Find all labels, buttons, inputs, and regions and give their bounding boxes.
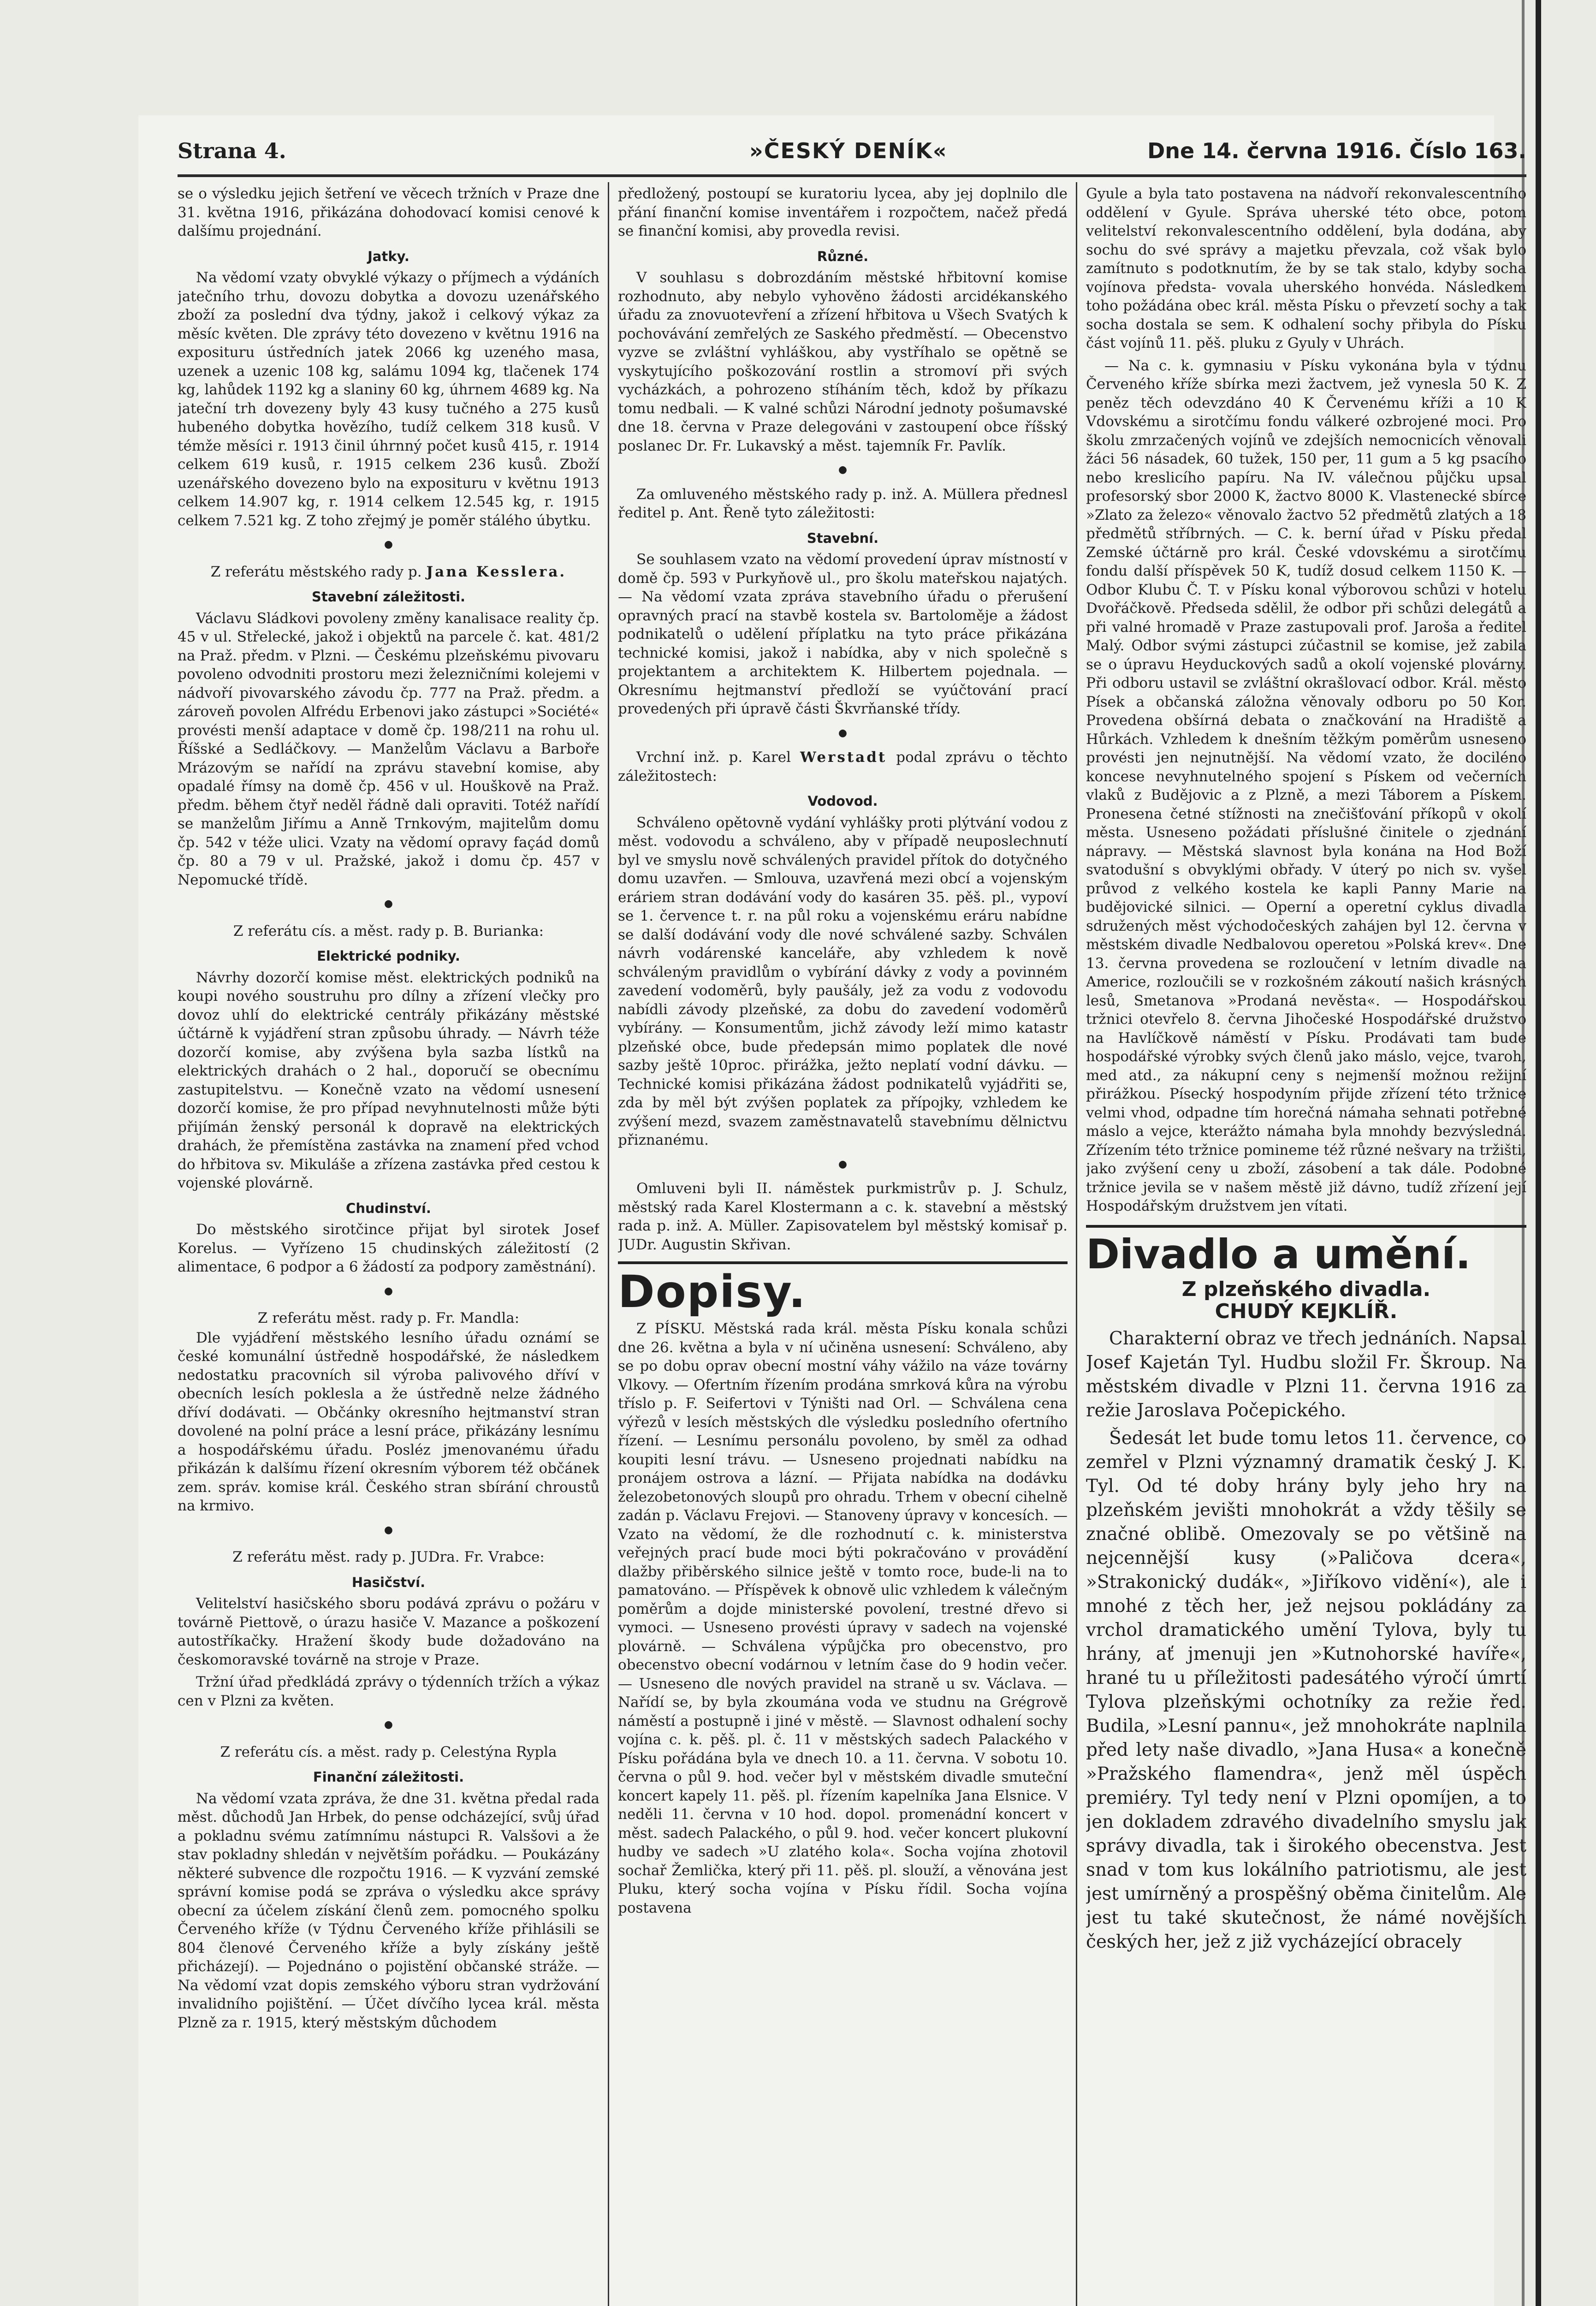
paragraph: Na vědomí vzata zpráva, že dne 31. května předal rada měst. důchodů Jan Hrbek, do pense odcházející, svůj úřad a pokladnu svému zatímnímu nástupci R. Valsšovi a že stav pokladny shledán v největším pořádku. — Poukázány některé subvence dle rozpočtu 1916. — K vyzvání zemské správní komise podá se zpráva o výsledku akce správy obecní za účelem získání členů zem. pomocného spolku Červeného kříže (v Týdnu Červeného kříže přihlásili se 804 členové Červeného kříže a byly získány ještě přicházejí). — Pojednáno o pojistění občanské stráže. — Na vědomí vzat dopis zemského výboru stran vydržování invalidního pojištění. — Účet dívčího lycea král. města Plzně za r. 1915, který městským důchodem [178, 1790, 599, 2031]
separator-dot: ● [384, 1285, 393, 1297]
review-text [1086, 1327, 1526, 1954]
paragraph: Václavu Sládkovi povoleny změny kanalisace reality čp. 45 v ul. Střelecké, jakož i objektů na parcele č. kat. 481/2 na Praž. předm. v Plzni. — Českému plzeňskému pivovaru povoleno odvodniti prostoru mezi železničními kolejemi v nádvoří pivovarského závodu čp. 777 na Praž. předm. a zároveň povolen Alfrédu Erbenovi jako zástupci »Société« provésti menší adaptace v domě čp. 198/211 na rohu ul. Říšské a Sedláčkovy. — Manželům Václavu a Barboře Mrázovým se nařídí na zprávu stavební komise, aby opadalé římsy na domě čp. 456 v ul. Houškově na Praž. předm. během čtyř neděl řádně dali opraviti. Totéž nařídí se manželům Jiřímu a Anně Trnkovým, majitelům domu čp. 542 v téže ulici. Vzaty na vědomí opravy façád domů čp. 80 a 79 v ul. Pražské, jakož i domu čp. 457 v Nepomucké třídě. [178, 610, 599, 888]
page-number: Strana 4. [178, 138, 286, 163]
referat-prefix: Z referátu městského rady p. [210, 563, 422, 580]
paragraph: předložený, postoupí se kuratoriu lycea, aby jej doplnilo dle přání finanční komise inventářem i rozpočtem, načež předá se finanční komisi, aby provedla revisi. [618, 185, 1068, 239]
referat-name: Werstadt [800, 749, 887, 766]
separator-dot: ● [838, 727, 848, 739]
column-3 [1086, 184, 1526, 1958]
section-subtitle: Z plzeňského divadla. [1181, 1277, 1431, 1301]
paragraph: Charakterní obraz ve třech jednáních. Napsal Josef Kajetán Tyl. Hudbu složil Fr. Škroup. Na městském divadle v Plzni 11. června 1916 za režie Jaroslava Počepického. [1086, 1328, 1526, 1421]
referat-prefix: Vrchní inž. p. Karel [636, 749, 791, 766]
paragraph: Návrhy dozorčí komise měst. elektrických podniků na koupi nového soustruhu pro dílny a zřízení vlečky pro dovoz uhlí do elektrické centrály přikázány městské účtárně k vyjádření stran způsobu úhrady. — Návrh téže dozorčí komise, aby zvýšena byla sazba lístků na elektrických drahách o 2 hal., doporučí se obecnímu zastupitelstvu. — Konečně vzato na vědomí usnesení dozorčí komise, že pro případ nevyhnutelnosti může býti přijímán ženský personál k dopravě na elektrických drahách, že přemístěna zastávka na znamení před vchod do hřbitova sv. Mikuláše a zřízena zastávka před cestou k vojenské plovárně. [178, 969, 599, 1191]
referat-line [178, 563, 599, 582]
page-header [178, 138, 1526, 171]
play-title: CHUDÝ KEJKLÍŘ. [1215, 1300, 1398, 1323]
section-heading: Jatky. [368, 248, 409, 264]
paragraph: Za omluveného městského rady p. inž. A. Müllera přednesl ředitel p. Ant. Řeně tyto záležitosti: [618, 486, 1068, 521]
page-edge [1536, 0, 1541, 2306]
paragraph: Velitelství hasičského sboru podává zprávu o požáru v továrně Piettově, o úrazu hasiče V. Mazance a poškození autostříkačky. Hražení škody bude dožadováno na českomoravské továrně na stroje v Praze. [178, 1595, 599, 1668]
paragraph: Se souhlasem vzato na vědomí provedení úprav místností v domě čp. 593 v Purkyňově ul., pro školu mateřskou najatých. — Na vědomí vzata zpráva stavebního úřadu o přerušení opravných prací na stavbě kostela sv. Bartoloměje a žádost podnikatelů o udělení příplatku na tyto práce přikázána technické komisi, jakož i nabídka, aby v nich společně s projektantem a architektem K. Hilbertem pojednala. — Okresnímu hejtmanství předloží se vyúčtování prací provedených při úpravě části Škvrňanské třídy. [618, 551, 1068, 717]
separator-dot: ● [384, 539, 393, 550]
referat-line: Z referátu měst. rady p. Fr. Mandla: [257, 1310, 520, 1326]
paragraph: Do městského sirotčince přijat byl sirotek Josef Korelus. — Vyřízeno 15 chudinských záležitostí (2 alimentace, 6 podpor a 6 žádostí za podpory zaměstnání). [178, 1221, 599, 1275]
paragraph: se o výsledku jejich šetření ve věcech tržních v Praze dne 31. května 1916, přikázána dohodovací komisi cenové k dalšímu projednání. [178, 185, 599, 239]
separator-dot: ● [838, 464, 848, 475]
paragraph: Gyule a byla tato postavena na nádvoří rekonvalescentního oddělení v Gyule. Správa uherské této obce, potom velitelství rekonvalescentního oddělení, byla dodána, aby sochu do své správy a majetku převzala, což však bylo zamítnuto s podotknutím, že by se tak stalo, kdyby socha vojínova předsta- vovala uherského honvéda. Následkem toho požádána obec král. města Písku o převzetí sochy a tak socha dostala se sem. K odhalení sochy přibyla do Písku část vojínů 11. pěš. pluku z Gyuly v Uhrách. [1086, 185, 1526, 351]
section-heading: Chudinství. [346, 1200, 431, 1216]
paragraph: Na vědomí vzaty obvyklé výkazy o příjmech a výdáních jatečního trhu, dovozu dobytka a dovozu uzenářského zboží za poslední dva týdny, jakož i celkový výkaz za měsíc květen. Dle zprávy této dovezeno v květnu 1916 na exposituru ústředních jatek 2066 kg uzeného masa, uzenek a uzenic 108 kg, salámu 1094 kg, tlačenek 174 kg, lahůdek 1192 kg a slaniny 60 kg, úhrnem 4689 kg. Na jateční trh dovezeny byly 43 kusy tučného a 275 kusů hubeného dobytka hovězího, tudíž celkem 318 kusů. V témže měsíci r. 1913 činil úhrnný počet kusů 415, r. 1914 celkem 619 kusů, r. 1915 celkem 236 kusů. Zboží uzenářského dovezeno bylo na exposituru v květnu 1913 celkem 14.907 kg, r. 1914 celkem 12.545 kg, r. 1915 celkem 7.521 kg. Z toho zřejmý je poměr stálého úbytku. [178, 269, 599, 529]
column-divider [1076, 182, 1077, 2306]
referat-line: Z referátu měst. rady p. JUDra. Fr. Vrabce: [232, 1549, 545, 1565]
separator-dot: ● [838, 1158, 848, 1170]
section-heading: Finanční záležitosti. [313, 1769, 464, 1785]
referat-line [618, 748, 1068, 785]
section-rule [618, 1261, 1068, 1264]
referat-suffix: podal zprávu o těchto záležitostech: [618, 749, 1068, 785]
section-rule [1086, 1225, 1526, 1228]
section-heading: Vodovod. [807, 793, 878, 809]
paragraph: Z PÍSKU. Městská rada král. města Písku konala schůzi dne 26. května a byla v ní učiněna usnesení: Schváleno, aby se po dobu oprav obecní mostní váhy vážilo na váze továrny Vlkovy. — Ofertním řízením prodána smrková kůra na výrobu tříslo p. F. Seifertovi v Týništi nad Orl. — Schválena cena výřezů v lesích městských dle výsledku posledního ofertního řízení. — Lesnímu personálu povoleno, by směl za odhad koupiti lesní trávu. — Usneseno projednati nabídku na pronájem ostrova a lázní. — Přijata nabídka na dodávku železobetonových sloupů pro ohradu. Trhem v obecní cihelně zadán p. Václavu Frejovi. — Stanoveny úpravy v koncesích. — Vzato na vědomí, že dle rozhodnutí c. k. ministerstva veřejných prací bude moci býti pokračováno v provádění dlažby přiběrského silnice ještě v tomto roce, bude-li na to pamatováno. — Příspěvek k obnově ulic vzhledem k válečným poměrům a dojde ministerské povolení, trestné dřevo si vymoci. — Usneseno provésti úpravy v sadech na vojenské plovárně. — Schválena výpůjčka pro obecenstvo, pro obecenstvo obecní vodárnou v letním čase do 9 hodin večer. — Usneseno dle nových pravidel na straně u sv. Václava. — Nařídí se, by byla zkoumána voda ve studnu na Grégrově náměstí a postupně i jiné v městě. — Slavnost odhalení sochy vojína c. k. pěš. pl. č. 11 v městských sadech Palackého v Písku pořádána byla ve dnech 10. a 11. června. V sobotu 10. června o půl 9. hod. večer byl v městském divadle smuteční koncert kapely 11. pěš. pl. řízením kapelníka Jana Elsnice. V neděli 11. června v 10 hod. dopol. promenádní koncert v měst. sadech Palackého, o půl 9. hod. večer koncert plukovní hudby ve sadech »U zlatého kola«. Socha vojína zhotovil sochař Žemlička, který při 11. pěš. pl. slouží, a věnována jest Pluku, který socha vojína v Písku řídil. Socha vojína postavena [618, 1320, 1068, 1916]
column-2 [618, 184, 1068, 1921]
section-heading: Elektrické podniky. [317, 948, 460, 964]
section-heading: Stavební záležitosti. [311, 589, 466, 605]
section-title-divadlo: Divadlo a umění. [1086, 1230, 1471, 1278]
referat-name: Jana Kesslera. [426, 563, 567, 580]
section-heading: Hasičství. [351, 1574, 426, 1590]
paragraph: V souhlasu s dobrozdáním městské hřbitovní komise rozhodnuto, aby nebylo vyhověno žádosti arcidékanského úřadu za znovuotevření a zřízení hřbitova u Všech Svatých k pochovávání zemřelých ze Saského předměstí. — Obecenstvo vyzve se zvláštní vyhláškou, aby vystříhalo se opětně se vyskytujícího poškozování rostlin a stromoví při svých vycházkách, a pohrozeno stíháním těch, kdož by příkazu tomu nedbali. — K valné schůzi Národní jednoty pošumavské dne 18. června v Praze delegováni v zastoupení obce říšský poslanec Dr. Fr. Lukavský a měst. tajemník Fr. Pavlík. [618, 269, 1068, 454]
paragraph: Omluveni byli II. náměstek purkmistrův p. J. Schulz, městský rada Karel Klostermann a c. k. stavební a městský rada p. inž. A. Müller. Zapisovatelem byl městský komisař p. JUDr. Augustin Skřivan. [618, 1180, 1068, 1253]
separator-dot: ● [384, 1719, 393, 1730]
paragraph: — Na c. k. gymnasiu v Písku vykonána byla v týdnu Červeného kříže sbírka mezi žactvem, jež vynesla 50 K. Z peněz těch odevzdáno 40 K Červenému kříži a 10 K Vdovskému a sirotčímu fondu válkeré ozbrojené moci. Pro školu zmrzačených vojínů ve zdejších nemocnicích věnovali žáci 56 násadek, 60 tužek, 150 per, 11 gum a 5 kg psacího nebo kreslicího papíru. Na IV. válečnou půjčku upsal profesorský sbor 2000 K, žactvo 8000 K. Vlastenecké sbírce »Zlato za železo« věnovalo žactvo 52 předmětů zlatých a 18 předmětů stříbrných. — C. k. berní úřad v Písku předal Zemské účtárně pro král. České vdovskému a sirotčímu fondu další příspěvek 50 K, tudíž dosud celkem 1150 K. — Odbor Klubu Č. T. v Písku konal výborovou schůzi v hotelu Dvořáčkově. Předseda sdělil, že odbor při schůzi delegátů a při valné hromadě v Praze zastupovali prof. Jaroša a ředitel Malý. Odbor svými zástupci zúčastnil se komise, jež zabila se o úpravu Heyduckových sadů a okolí vojenské plovárny. Při odboru ustavil se zvláštní okrašlovací odbor. Král. město Písek a občanská záložna věnovaly odboru po 50 Kor. Provedena obšírná debata o značkování na Hradiště a Hůrkách. Vzhledem k dnešním těžkým poměrům usneseno provésti jen nejnutnější. Na vědomí vzato, že dociléno koncese nevyhnutelného spojení s Pískem od večerních vlaků z Budějovic a z Plzně, a mezi Táborem a Pískem. Pronesena četné stížnosti na znečišťování příkopů v okolí města. Usneseno požádati příslušné činitele o zjednání nápravy. — Městská slavnost byla konána na Hod Boží svatodušní s obvyklými obřady. V úterý po nich sv. vyšel průvod z velkého kostela ke kapli Panny Marie na budějovické silnici. — Operní a operetní cyklus divadla sdružených měst východočeských zahájen byl 12. června v městském divadle Nedbalovou operetou »Polská krev«. Dne 13. června provedena se rozloučení v letním divadle na Americe, rozloučili se v rozkošném zákoutí našich krásných lesů, Smetanova »Prodaná nevěsta«. — Hospodářskou tržnici otevřelo 8. června Jihočeské Hospodářské družstvo na Havlíčkově náměstí v Písku. Prodávati tam bude hospodářské výrobky svých členů jako máslo, vejce, tvaroh, med atd., za nákupní ceny s nejmenší možnou režijní přirážkou. Písecký hospodyním přijde zřízení této tržnice velmi vhod, odpadne tím horečná námaha sehnati potřebné máslo a vejce, kterážto námaha byla mnohdy bezvýsledná. Zřízením této tržnice pomineme též různé nešvary na tržišti, jako zvýšení ceny u zboží, zásobení a tak dále. Podobné tržnice jevila se v našem městě již dávno, tudíž zřízení její Hospodářským družstvem jen vítati. [1086, 357, 1526, 1214]
separator-dot: ● [384, 898, 393, 909]
referat-line: Z referátu cís. a měst. rady p. Celestýna Rypla [220, 1743, 557, 1760]
paragraph: Šedesát let bude tomu letos 11. července, co zemřel v Plzni významný dramatik český J. K. Tyl. Od té doby hrány byly jeho hry na plzeňském jevišti mnohokrát a vždy těšily se značné oblibě. Omezovaly se po většině na nejcennější kusy (»Paličova dcera«, »Strakonický dudák«, »Jiříkovo vidění«), ale i mnohé z těch her, jež nejsou pokládány za vrchol dramatického umění Tylova, byly tu hrány, ať jmenuji jen »Kutnohorské havíře«, hrané tu u příležitosti padesátého výročí úmrtí Tylova plzeňskými ochotníky za režie řed. Budila, »Lesní pannu«, jež mnohokráte naplnila před lety naše divadlo, »Jana Husa« a konečně »Pražského flamendra«, jenž měl úspěch premiéry. Tyl tedy není v Plzni opomíjen, a to jen dokladem zdravého divadelního smyslu jak správy divadla, tak i širokého obecenstva. Jest snad v tom kus lokálního patriotismu, ale jest jest umírněný a prospěšný oběma činitelům. Ale jest tu také skutečnost, že námé novějších českých her, jež z již vycházející obracely [1086, 1427, 1526, 1952]
referat-line: Z referátu cís. a měst. rady p. B. Burianka: [233, 922, 544, 939]
header-rule [178, 174, 1526, 177]
separator-dot: ● [384, 1524, 393, 1536]
section-heading: Stavební. [807, 530, 879, 546]
paragraph: Dle vyjádření městského lesního úřadu oznámí se české komunální ústředně hospodářské, že následkem nedostatku pracovních sil výroba palivového dříví v obecních lesích poklesla a že ústředně nelze žádného dříví dodávati. — Občánky okresního hejtmanství stran dovolené na polní práce a lesní práce, přikázány lesnímu a hospodářskému úřadu. Posléz jmenovanému úřadu přikázán k dalšímu řízení okresním výborem též občánek zem. správ. komise král. Českého stran sbírání chroustů na krmivo. [178, 1329, 599, 1514]
section-title-dopisy: Dopisy. [618, 1266, 807, 1318]
column-1 [178, 184, 599, 2306]
issue-date: Dne 14. června 1916. Číslo 163. [1147, 138, 1526, 163]
paragraph: Schváleno opětovně vydání vyhlášky proti plýtvání vodou z měst. vodovodu a schváleno, aby v případě neuposlechnutí byl ve smyslu nově schválených pravidel přítok do dotyčného domu uzavřen. — Smlouva, uzavřená mezi obcí a vojenským eráriem stran dodávání vody do kasáren 35. pěš. pl., vypoví se 1. července t. r. na půl roku a vojenskému eráru nabídne se další dodávání vody dle nové schválené sazby. Schválen návrh vodárenské kanceláře, aby vzhledem k nově schváleným pravidlům o vybírání dávky z vody a povinném zavedení vodoměrů, byly paušály, jež za vodu z vodovodu nabídli závody plzeňské, za dobu do zavedení vodoměrů vybírány. — Konsumentům, jichž závody leží mimo katastr plzeňské obce, bude předepsán mimo poplatek dle nové sazby ještě 10proc. přirážka, ježto neplatí vodní dávku. — Technické komisi přikázána žádost podnikatelů vyjádřiti se, zda by měl být zvýšen poplatek za přípojky, vzhledem ke zvýšení mezd, svazem zaměstnavatelů stavebnímu dělnictvu přiznanému. [618, 814, 1068, 1148]
newspaper-title: »ČESKÝ DENÍK« [749, 138, 948, 163]
column-divider [608, 182, 609, 2306]
section-heading: Různé. [817, 248, 869, 264]
paragraph: Tržní úřad předkládá zprávy o týdenních tržích a výkaz cen v Plzni za květen. [178, 1674, 599, 1709]
